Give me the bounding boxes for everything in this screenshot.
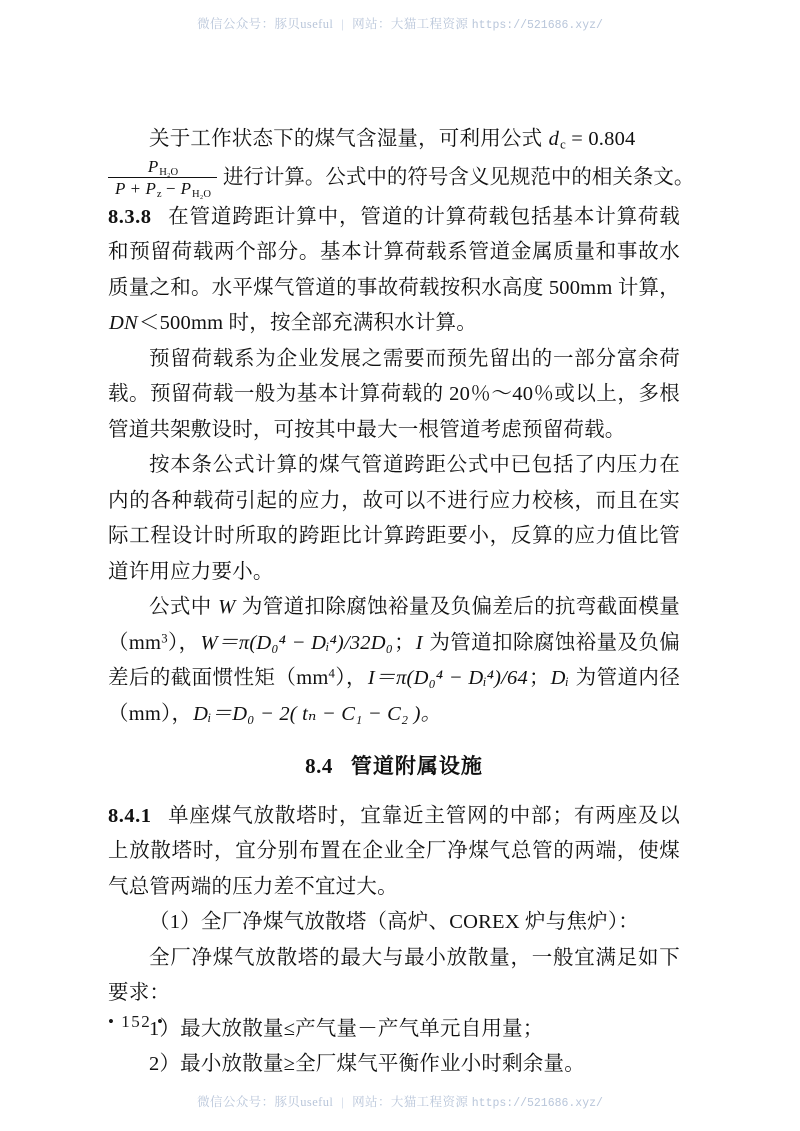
watermark-url: https://521686.xyz/ — [471, 19, 603, 32]
watermark-top — [0, 14, 800, 32]
symbol-def-sep3: ）， — [335, 667, 367, 689]
formula-W-expression: W＝π(D₀⁴ − Dᵢ⁴)/32D₀ — [200, 631, 394, 654]
watermark-bottom-site-label: 网站： — [352, 1095, 391, 1109]
fraction-PH2O-over-P-plus-Pz-minus-PH2O — [108, 157, 217, 199]
variable-d-subscript: c — [560, 137, 566, 152]
watermark-site-name: 大猫工程资源 — [390, 17, 469, 31]
watermark-wechat-label: 微信公众号： — [197, 17, 275, 31]
watermark-bottom-url: https://521686.xyz/ — [471, 1097, 603, 1110]
watermark-wechat-name: 豚贝useful — [274, 17, 334, 31]
section-8-3-8-text-part2: ＜500mm 时，按全部充满积水计算。 — [138, 312, 477, 334]
paragraph-formula-intro — [108, 122, 680, 158]
fraction-numerator — [108, 157, 217, 177]
section-number-8-3-8: 8.3.8 — [108, 205, 152, 228]
symbol-def-W-desc: 为管道扣除腐蚀裕量及负偏差后的抗弯截面模量（mm — [108, 596, 680, 654]
denominator-P3: P — [180, 178, 192, 198]
watermark-bottom-wechat-label: 微信公众号： — [197, 1095, 275, 1109]
variable-W: W — [218, 596, 236, 618]
unit-mm-fourth-exponent: 4 — [328, 666, 336, 681]
variable-Di: Dᵢ — [550, 667, 570, 689]
numerator-P: P — [147, 156, 159, 176]
symbol-def-I-desc: 为管道扣除腐蚀裕量及负偏差后的截面惯性矩（mm — [108, 631, 680, 689]
variable-DN: DN — [109, 312, 138, 334]
numerator-P-subscript: H₂O — [159, 166, 179, 178]
sub-item-2-min-relief: 2）最小放散量≥全厂煤气平衡作业小时剩余量。 — [149, 1053, 585, 1075]
symbol-def-sep1: ）， — [167, 631, 200, 654]
denominator-plus: + — [126, 178, 145, 198]
heading-number-8-4: 8.4 — [305, 754, 333, 778]
denominator-P1: P — [115, 178, 126, 198]
symbol-def-prefix: 公式中 — [149, 596, 218, 618]
watermark-bottom — [0, 1092, 800, 1110]
watermark-separator: | — [341, 17, 345, 31]
section-8-3-8-text-part1: 在管道跨距计算中，管道的计算荷载包括基本计算荷载和预留荷载两个部分。基本计算荷载系管道金属质量和事故水质量之和。水平煤气管道的事故荷载按积水高度 500mm 计算， — [108, 205, 680, 299]
heading-title-8-4: 管道附属设施 — [350, 754, 483, 778]
unit-mm-cubed-exponent: 3 — [161, 630, 168, 645]
symbol-def-sep2: ； — [394, 631, 415, 654]
equals-sign: = — [565, 128, 589, 150]
watermark-bottom-site-name: 大猫工程资源 — [390, 1095, 469, 1109]
formula-I-expression: I＝π(D₀⁴ − Dᵢ⁴)/64 — [367, 667, 528, 689]
denominator-P3-subscript: H₂O — [192, 188, 211, 200]
formula-intro-text: 关于工作状态下的煤气含湿量，可利用公式 — [149, 128, 548, 150]
variable-d: d — [548, 128, 560, 150]
symbol-def-sep4: ； — [528, 667, 550, 689]
formula-value: 0.804 — [588, 128, 636, 150]
watermark-bottom-separator: | — [341, 1095, 345, 1109]
paragraph-relief-volume-requirements: 全厂净煤气放散塔的最大与最小放散量，一般宜满足如下要求： — [108, 946, 680, 1004]
paragraph-stress-check: 按本条公式计算的煤气管道跨距公式中已包括了内压力在内的各种载荷引起的应力，故可以不进行应力校核，而且在实际工程设计时所取的跨距比计算跨距要小，反算的应力值比管道许用应力要小。 — [108, 454, 680, 583]
watermark-bottom-wechat-name: 豚贝useful — [274, 1095, 334, 1109]
denominator-minus: − — [161, 178, 180, 198]
fraction-denominator — [108, 177, 217, 199]
formula-Di-expression: Dᵢ＝D₀ − 2( tₙ − C₁ − C₂ )。 — [193, 702, 442, 725]
sub-item-1-max-relief: 1）最大放散量≤产气量－产气单元自用量； — [149, 1017, 544, 1040]
paragraph-reserve-load: 预留荷载系为企业发展之需要而预先留出的一部分富余荷载。预留荷载一般为基本计算荷载的 20％～40％或以上，多根管道共架敷设时，可按其中最大一根管道考虑预留荷载。 — [108, 347, 680, 441]
denominator-P2: P — [145, 178, 156, 198]
denominator-P2-subscript: z — [156, 188, 162, 200]
page-content — [108, 122, 695, 1083]
heading-section-8-4 — [108, 749, 680, 785]
list-item-1-relief-tower: （1）全厂净煤气放散塔（高炉、COREX 炉与焦炉）： — [149, 911, 640, 933]
variable-I: I — [415, 631, 423, 654]
section-8-4-1-text: 单座煤气放散塔时，宜靠近主管网的中部；有两座及以上放散塔时，宜分别布置在企业全厂净煤气总管的两端，使煤气总管两端的压力差不宜过大。 — [108, 804, 680, 898]
fraction-trailing-text: 进行计算。公式中的符号含义见规范中的相关条文。 — [222, 166, 695, 189]
paragraph-symbol-definitions — [108, 590, 680, 732]
section-number-8-4-1: 8.4.1 — [108, 804, 152, 827]
paragraph-section-8-4-1 — [108, 799, 680, 906]
watermark-site-label: 网站： — [352, 17, 391, 31]
paragraph-section-8-3-8 — [108, 200, 680, 342]
symbol-def-Di-desc: 为管道内径（mm）， — [108, 667, 681, 725]
fraction-line — [108, 156, 695, 200]
page-number: • 152 • — [108, 1012, 165, 1031]
